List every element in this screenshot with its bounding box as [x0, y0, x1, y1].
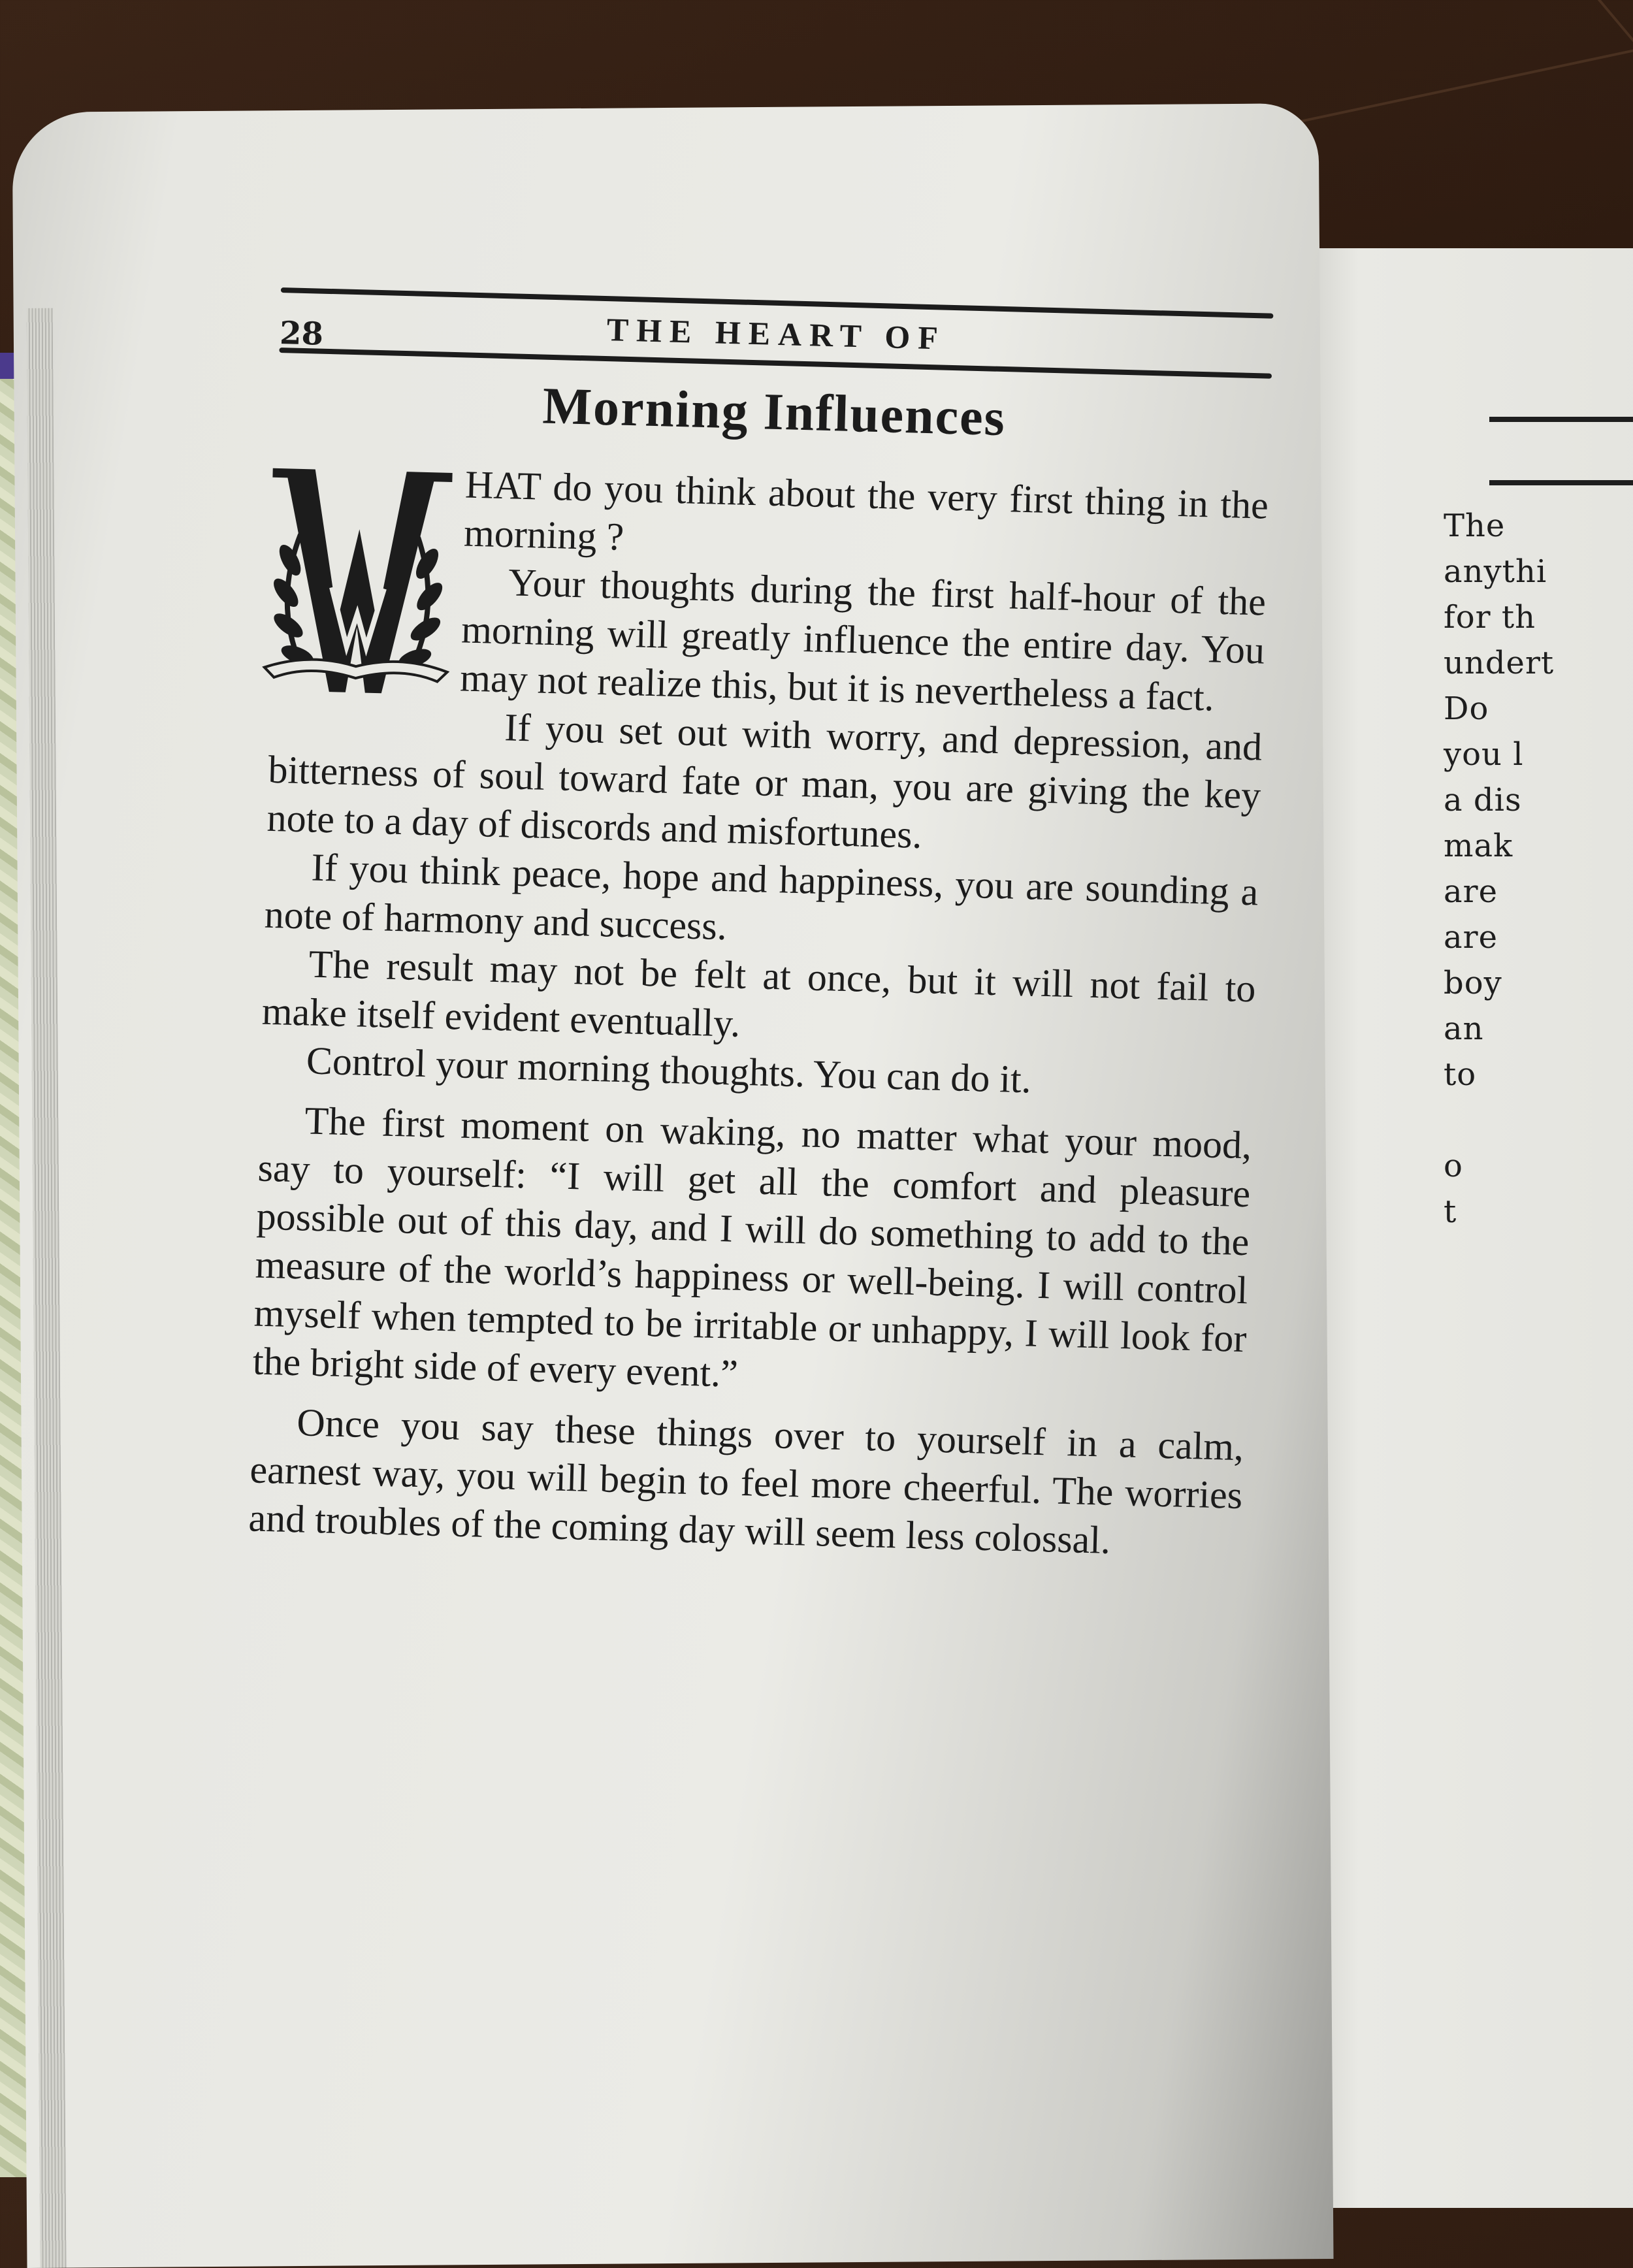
right-page-line: for th	[1444, 599, 1536, 636]
paragraph-6: Control your morning thoughts. You can do it.	[306, 1039, 1032, 1101]
paragraph-3: If you set out with worry, and depression, and bitterness of soul toward fate or man, you are giving the key note to a day of discords and misfortunes.	[266, 705, 1263, 856]
paragraph-1: HAT do you think about the very first thing in the morning ?	[463, 462, 1269, 559]
right-page-line	[1444, 1097, 1633, 1143]
paragraph-2: Your thoughts during the first half-hour of the morning will greatly influence the entire day. You may not realize this, but it is nevertheless a fact.	[459, 560, 1267, 719]
running-head: THE HEART OF	[606, 311, 946, 357]
right-page-line: to	[1444, 1056, 1477, 1093]
right-page	[1280, 248, 1633, 2208]
floor-seam	[1474, 0, 1633, 152]
page-edges	[27, 308, 67, 2268]
right-page-bottom-rule	[1489, 480, 1633, 485]
right-page-line: are	[1444, 873, 1498, 910]
right-page-top-rule	[1489, 417, 1633, 422]
right-page-line: boy	[1444, 965, 1502, 1001]
page-content	[248, 287, 1274, 1568]
paragraph-5: The result may not be felt at once, but it will not fail to make itself evident eventually.	[261, 942, 1257, 1045]
right-page-line: t	[1444, 1193, 1457, 1230]
right-page-line: a dis	[1444, 782, 1522, 818]
paragraph-7: The first moment on waking, no matter what your mood, say to yourself: “I will get all the comfort and pleasure possible out of this day, and I will do something to add to the measure of the world’s happiness or well-being. I will control myself when tempted to be irritable or unhappy, I will look for the bright side of every event.”	[252, 1099, 1252, 1395]
body-text	[248, 455, 1269, 1568]
chapter-title: Morning Influences	[542, 377, 1007, 447]
right-page-line: The	[1444, 508, 1506, 544]
paragraph-8: Once you say these things over to yourself in a calm, earnest way, you will begin to feel more cheerful. The worries and troubles of the coming day will seem less colossal.	[248, 1401, 1244, 1562]
right-page-line: an	[1444, 1011, 1484, 1047]
right-page-line: mak	[1444, 828, 1513, 864]
right-page-line: you l	[1444, 736, 1524, 773]
ornamental-drop-cap-icon	[257, 455, 459, 708]
right-page-line: are	[1444, 919, 1498, 956]
right-page-line: o	[1444, 1148, 1463, 1184]
paragraph-4: If you think peace, hope and happiness, you are sounding a note of harmony and success.	[264, 845, 1259, 948]
page-number: 28	[279, 314, 324, 353]
right-page-line: undert	[1444, 645, 1555, 681]
right-page-line: Do	[1444, 690, 1489, 727]
right-page-line: anythi	[1444, 553, 1547, 590]
right-page-text	[1444, 503, 1633, 1235]
